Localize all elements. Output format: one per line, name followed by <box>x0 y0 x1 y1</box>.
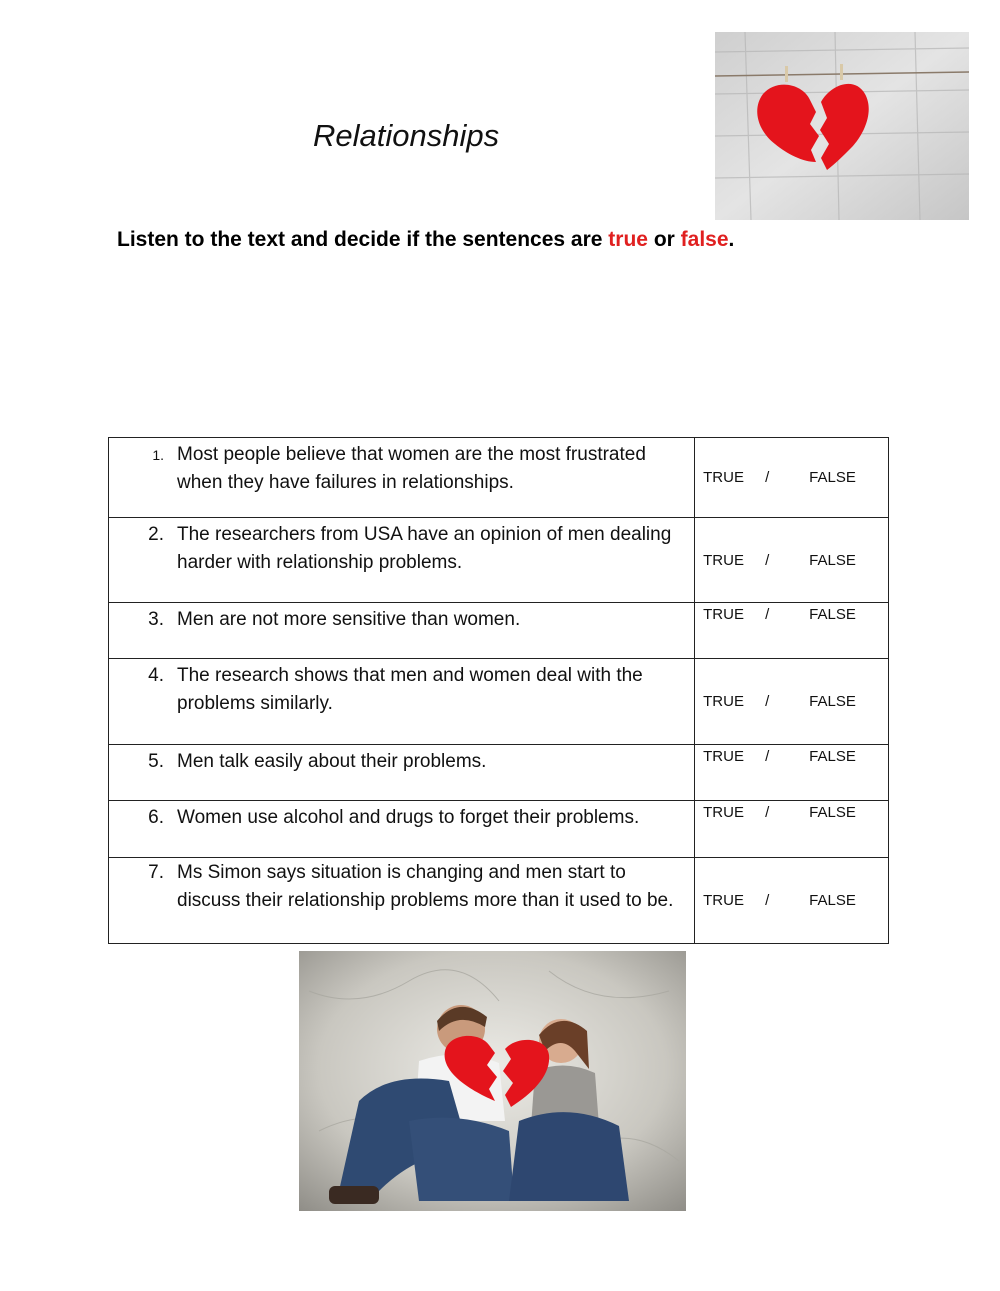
answer-separator: / <box>765 469 770 486</box>
true-option[interactable]: TRUE <box>703 551 744 569</box>
question-row-3 <box>109 603 889 659</box>
question-text: Most people believe that women are the most frustrated when they have failures in relationships. <box>177 444 646 493</box>
false-option[interactable]: FALSE <box>809 804 856 821</box>
instructions <box>117 228 734 252</box>
true-option[interactable]: TRUE <box>703 748 744 765</box>
true-option[interactable]: TRUE <box>703 606 744 623</box>
question-row-2 <box>109 518 889 603</box>
true-word: true <box>608 228 648 251</box>
question-number: 2. <box>148 524 164 545</box>
instructions-text: Listen to the text and decide if the sentences are <box>117 228 609 251</box>
broken-heart-photo <box>715 32 969 220</box>
question-number: 6. <box>148 807 164 828</box>
question-row-4 <box>109 659 889 745</box>
instructions-or: or <box>647 228 681 251</box>
true-option[interactable]: TRUE <box>703 693 744 710</box>
true-option[interactable]: TRUE <box>703 469 744 486</box>
question-row-5 <box>109 745 889 801</box>
question-number: 3. <box>148 609 164 630</box>
true-option[interactable]: TRUE <box>703 804 744 821</box>
question-row-6 <box>109 801 889 858</box>
broken-heart-image <box>715 32 969 220</box>
false-word: false <box>680 228 729 251</box>
question-text: Women use alcohol and drugs to forget their problems. <box>177 807 640 828</box>
false-option[interactable]: FALSE <box>809 551 856 569</box>
instructions-period: . <box>728 228 735 251</box>
answer-separator: / <box>765 551 770 569</box>
page-title: Relationships <box>313 118 500 153</box>
false-option[interactable]: FALSE <box>809 469 856 486</box>
false-option[interactable]: FALSE <box>809 606 856 623</box>
answer-separator: / <box>765 693 770 710</box>
question-number: 1. <box>152 447 164 463</box>
question-text: Men talk easily about their problems. <box>177 751 487 772</box>
false-option[interactable]: FALSE <box>809 693 856 710</box>
false-option[interactable]: FALSE <box>809 748 856 765</box>
couple-photo <box>299 951 686 1211</box>
question-number: 4. <box>148 665 164 686</box>
answer-separator: / <box>765 804 770 821</box>
question-row-7 <box>109 858 889 944</box>
question-number: 5. <box>148 751 164 772</box>
answer-separator: / <box>765 606 770 623</box>
true-false-table <box>108 437 889 944</box>
question-text: The researchers from USA have an opinion of men dealing harder with relationship problems. <box>177 524 672 573</box>
question-row-1 <box>109 438 889 518</box>
false-option[interactable]: FALSE <box>809 892 856 909</box>
question-text: The research shows that men and women deal with the problems similarly. <box>177 665 643 714</box>
question-text: Men are not more sensitive than women. <box>177 609 521 630</box>
true-option[interactable]: TRUE <box>703 892 744 909</box>
question-number: 7. <box>148 862 164 883</box>
answer-separator: / <box>765 892 770 909</box>
question-text: Ms Simon says situation is changing and men start to discuss their relationship problems more than it used to be. <box>177 862 674 911</box>
couple-broken-heart-image <box>299 951 686 1211</box>
answer-separator: / <box>765 748 770 765</box>
